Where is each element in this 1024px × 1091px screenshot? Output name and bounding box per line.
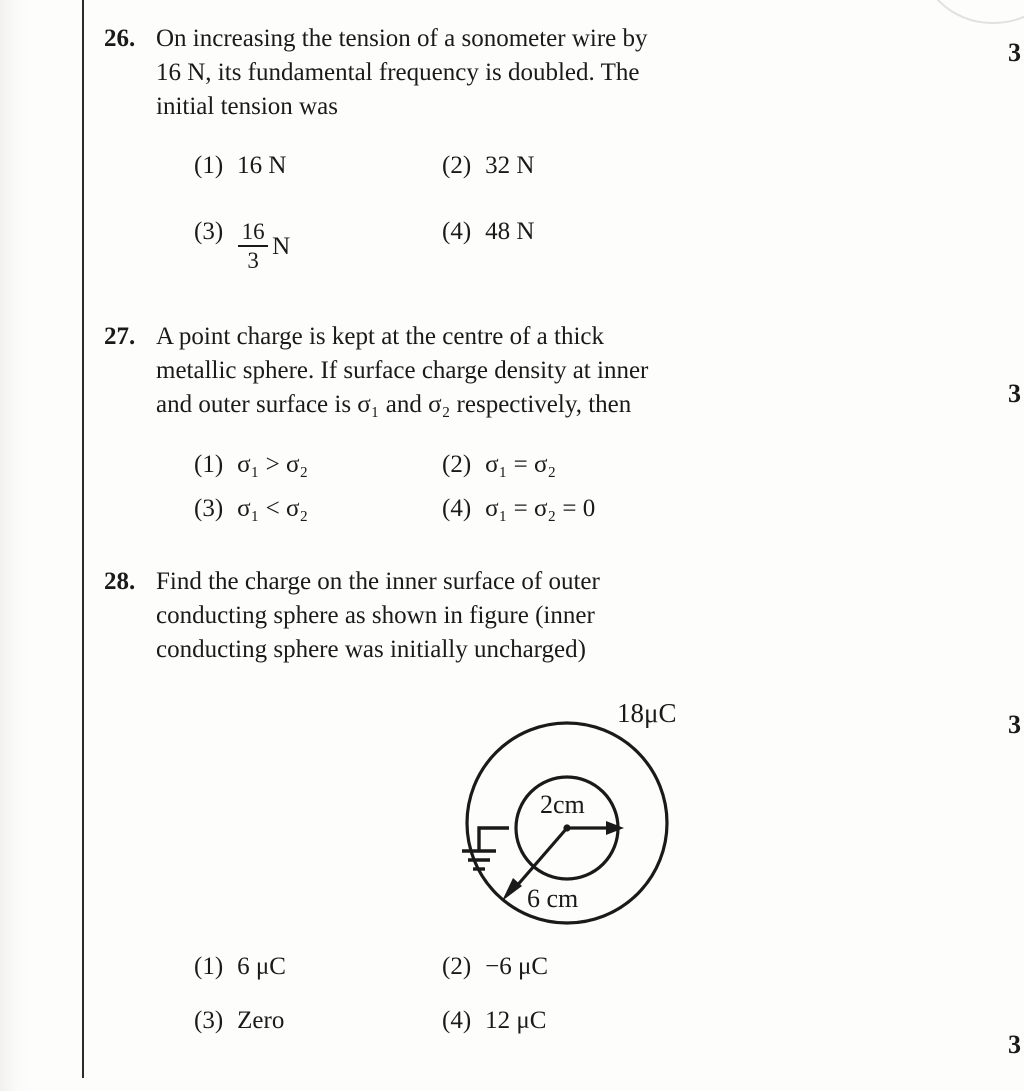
question-26-option-1[interactable] <box>94 144 424 188</box>
fraction-unit: N <box>272 232 291 260</box>
question-28-option-2-label: (2) <box>442 953 472 980</box>
question-28-option-1-label: (1) <box>194 953 224 980</box>
question-26-option-4[interactable] <box>424 210 754 274</box>
question-27-option-4[interactable] <box>424 487 754 531</box>
question-28-option-3[interactable] <box>94 999 424 1043</box>
question-27-line-3: and outer surface is σ₁ and σ₂ respectively, then <box>156 391 632 418</box>
question-28-option-4[interactable] <box>424 999 754 1043</box>
question-26-option-1-value: 16 N <box>237 152 287 179</box>
question-26-option-3-label: (3) <box>194 218 224 245</box>
bleed-question-number-4: 3 <box>1008 1032 1021 1058</box>
page-left-margin-shading <box>0 0 30 1091</box>
question-27-option-2[interactable] <box>424 443 754 487</box>
question-28-figure <box>372 700 702 945</box>
figure-outer-charge-label: 18μC <box>617 700 677 728</box>
question-26-line-3: initial tension was <box>156 93 338 120</box>
bleed-question-number-3: 3 <box>1008 712 1021 738</box>
question-28-line-2: conducting sphere as shown in figure (inner <box>156 602 595 629</box>
question-28-option-2-value: −6 μC <box>485 953 549 980</box>
question-28-option-4-label: (4) <box>442 1007 472 1034</box>
question-27-line-2: metallic sphere. If surface charge density at inner <box>156 357 649 384</box>
question-26-line-1: On increasing the tension of a sonometer wire by <box>156 25 648 52</box>
bleed-question-number-1: 3 <box>1008 40 1021 66</box>
question-28-text <box>156 565 914 667</box>
question-26-option-4-label: (4) <box>442 218 472 245</box>
question-27-option-4-value: σ₁ = σ₂ = 0 <box>485 495 596 522</box>
question-26-option-row-1 <box>94 144 914 188</box>
question-26-option-2-label: (2) <box>442 152 472 179</box>
question-27-options <box>94 443 914 531</box>
question-27-option-row-1 <box>94 443 914 487</box>
question-27-line-1: A point charge is kept at the centre of a thick <box>156 323 604 350</box>
question-column <box>82 0 962 1091</box>
fraction-sixteen-thirds <box>238 219 268 274</box>
fraction-denominator: 3 <box>247 248 259 273</box>
question-26 <box>94 22 914 124</box>
question-27-option-2-value: σ₁ = σ₂ <box>485 451 557 478</box>
question-28-options <box>94 945 914 1043</box>
question-28-option-1-value: 6 μC <box>237 953 286 980</box>
fraction-numerator: 16 <box>241 219 265 244</box>
question-28-option-row-2 <box>94 999 914 1043</box>
question-27-option-1-value: σ₁ > σ₂ <box>237 451 309 478</box>
question-27-option-row-2 <box>94 487 914 531</box>
question-27 <box>94 320 914 422</box>
question-26-options <box>94 144 914 274</box>
question-27-option-4-label: (4) <box>442 495 472 522</box>
question-27-option-1-label: (1) <box>194 451 224 478</box>
question-27-option-3-value: σ₁ < σ₂ <box>237 495 309 522</box>
question-26-option-2-value: 32 N <box>485 152 535 179</box>
bleed-question-number-2: 3 <box>1008 381 1021 407</box>
question-28-line-3: conducting sphere was initially uncharged) <box>156 636 586 663</box>
question-27-option-3-label: (3) <box>194 495 224 522</box>
question-26-option-4-value: 48 N <box>485 218 535 245</box>
question-26-option-3[interactable] <box>94 210 424 274</box>
question-28-number: 28. <box>104 568 136 595</box>
question-28-option-2[interactable] <box>424 945 754 989</box>
question-26-number: 26. <box>104 25 136 52</box>
question-28-option-row-1 <box>94 945 914 989</box>
question-28 <box>94 565 914 667</box>
question-28-option-3-label: (3) <box>194 1007 224 1034</box>
question-27-option-1[interactable] <box>94 443 424 487</box>
question-26-option-1-label: (1) <box>194 152 224 179</box>
question-28-option-1[interactable] <box>94 945 424 989</box>
figure-outer-radius-label: 6 cm <box>527 884 579 913</box>
question-26-option-row-2 <box>94 210 914 274</box>
inner-radius-arrow <box>567 821 624 835</box>
question-26-text <box>156 22 914 124</box>
question-28-option-4-value: 12 μC <box>485 1007 547 1034</box>
figure-inner-radius-label: 2cm <box>540 790 585 819</box>
question-28-line-1: Find the charge on the inner surface of outer <box>156 568 600 595</box>
question-27-text <box>156 320 914 422</box>
question-27-option-3[interactable] <box>94 487 424 531</box>
question-26-line-2: 16 N, its fundamental frequency is doubled. The <box>156 59 640 86</box>
question-26-option-2[interactable] <box>424 144 754 188</box>
question-27-number: 27. <box>104 323 136 350</box>
question-27-option-2-label: (2) <box>442 451 472 478</box>
question-28-option-3-value: Zero <box>237 1007 285 1034</box>
question-26-option-3-value <box>237 219 290 274</box>
